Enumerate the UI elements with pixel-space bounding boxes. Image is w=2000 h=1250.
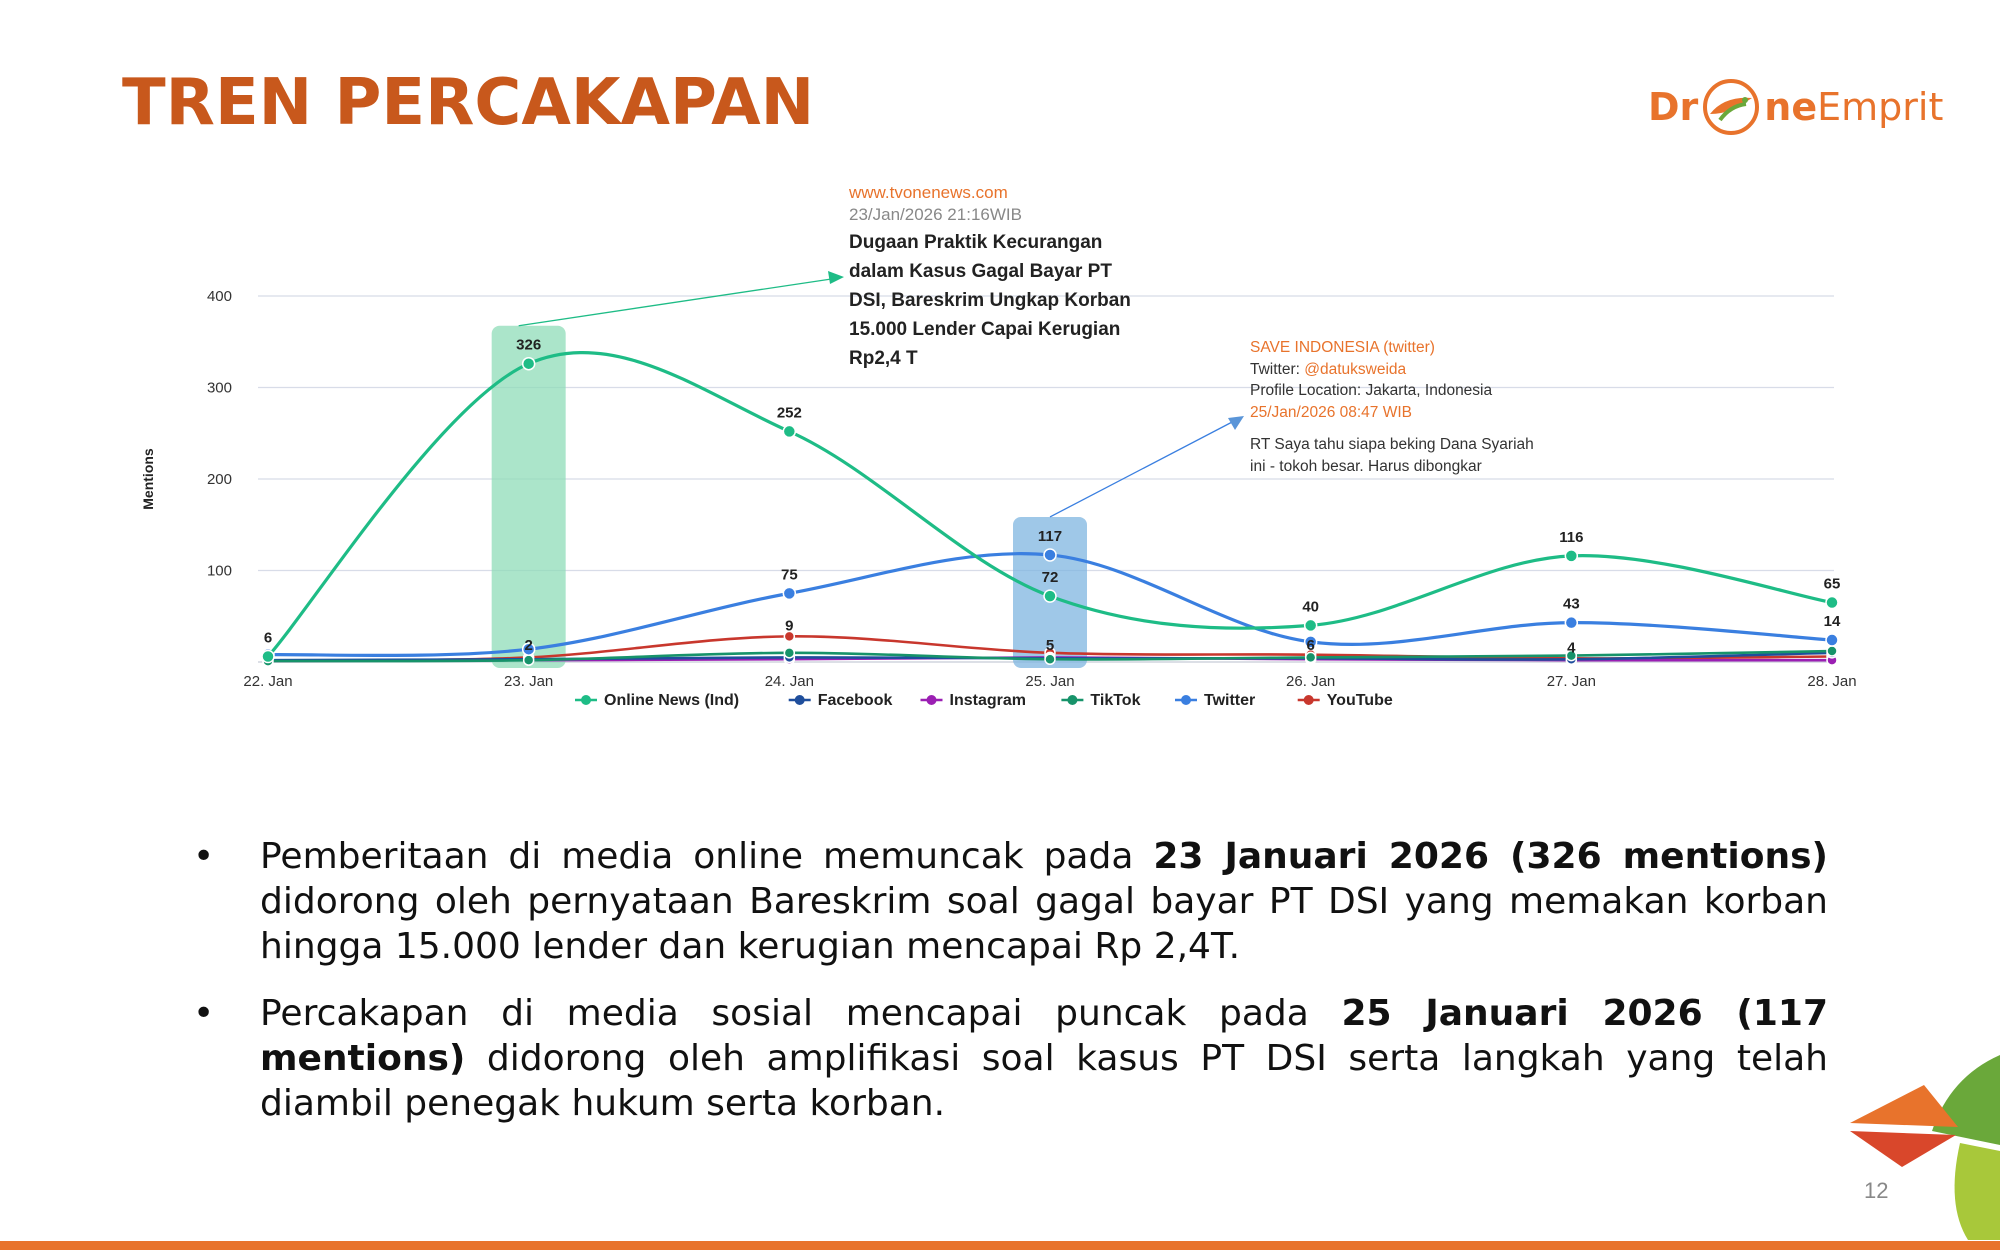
data-point (1826, 597, 1838, 609)
x-tick-label: 26. Jan (1286, 673, 1336, 690)
legend-swatch-dot (1304, 695, 1314, 705)
callout-arrow-line (1050, 420, 1236, 517)
data-point (784, 648, 794, 658)
legend-swatch-dot (795, 695, 805, 705)
news-datetime: 23/Jan/2026 21:16WIB (849, 205, 1022, 224)
legend-label: Online News (Ind) (604, 692, 740, 709)
legend-label: YouTube (1326, 692, 1393, 709)
legend-swatch-dot (1181, 695, 1191, 705)
tweet-account: SAVE INDONESIA (twitter) (1250, 339, 1435, 356)
bullet-text-part: Pemberitaan di media online memuncak pada (260, 836, 1154, 877)
tweet-callout (1250, 337, 1540, 477)
tweet-handle: @datuksweida (1304, 360, 1407, 378)
data-label: 2 (524, 637, 533, 654)
data-label: 72 (1041, 569, 1059, 587)
data-label: 9 (785, 617, 794, 635)
data-point (524, 655, 534, 665)
data-label: 6 (1306, 637, 1315, 654)
data-point (1045, 654, 1055, 664)
legend-label: Facebook (817, 692, 893, 709)
news-source: www.tvonenews.com (849, 183, 1008, 202)
data-label: 116 (1559, 528, 1584, 546)
legend-swatch-dot (1067, 695, 1077, 705)
bullet-text-part: didorong oleh amplifikasi soal kasus PT DSI serta langkah yang telah diambil penegak hukum serta korban. (260, 1038, 1828, 1124)
corner-decoration (1850, 1055, 2000, 1240)
x-tick-label: 25. Jan (1025, 673, 1075, 690)
tweet-location: Profile Location: Jakarta, Indonesia (1250, 382, 1493, 399)
x-tick-label: 28. Jan (1807, 673, 1857, 690)
bullet-text-part: Percakapan di media sosial mencapai puncak pada (260, 993, 1342, 1034)
legend-swatch-dot (581, 695, 591, 705)
y-tick-label: 100 (206, 562, 232, 580)
data-point (1827, 646, 1837, 656)
bottom-accent-bar (0, 1241, 2000, 1250)
tweet-handle-line (1250, 359, 1540, 381)
data-label: 5 (1045, 637, 1055, 654)
bullet-text (260, 991, 1828, 1126)
y-tick-label: 200 (206, 471, 232, 488)
legend-label: TikTok (1090, 692, 1141, 709)
x-tick-label: 22. Jan (243, 673, 293, 690)
data-label: 4 (1567, 639, 1576, 657)
y-tick-label: 300 (206, 379, 232, 397)
callout-arrow-head (828, 271, 844, 284)
tweet-handle-label: Twitter: (1250, 360, 1305, 378)
data-label: 6 (263, 629, 273, 647)
bullet-text (260, 834, 1828, 969)
data-point (783, 587, 795, 599)
data-point (1044, 549, 1056, 561)
bullet-item (185, 991, 1828, 1126)
data-point (1565, 617, 1577, 629)
y-tick-label: 400 (206, 288, 232, 305)
x-tick-label: 24. Jan (764, 673, 814, 690)
news-callout (849, 182, 1149, 373)
data-label: 252 (776, 404, 802, 422)
data-label: 43 (1562, 595, 1580, 613)
bullet-marker: • (193, 836, 215, 877)
legend-swatch-dot (927, 695, 937, 705)
bullet-bold-part: 25 Januari 2026 (117 mentions) (260, 993, 1828, 1079)
data-point (783, 425, 795, 437)
data-label: 65 (1823, 575, 1841, 593)
bullet-item (185, 834, 1828, 969)
data-point (262, 651, 274, 663)
legend-label: Instagram (949, 692, 1026, 709)
data-label: 117 (1037, 527, 1063, 545)
page-number: 12 (1864, 1178, 1889, 1203)
summary-bullets (185, 834, 1828, 1148)
drone-logo-icon (1700, 76, 1762, 138)
tweet-text: RT Saya tahu siapa beking Dana Syariah ini - tokoh besar. Harus dibongkar (1250, 436, 1534, 475)
logo-text-ne: ne (1764, 85, 1818, 129)
callout-arrow-line (519, 278, 838, 326)
data-point (523, 358, 535, 370)
bullet-text-part: didorong oleh pernyataan Bareskrim soal gagal bayar PT DSI yang memakan korban hingga 15.000 lender dan kerugian mencapai Rp 2,4T. (260, 881, 1828, 967)
data-label: 326 (516, 336, 542, 354)
data-label: 14 (1823, 613, 1841, 631)
legend-label: Twitter (1204, 692, 1256, 709)
data-point (1305, 619, 1317, 631)
data-point (1826, 634, 1838, 646)
logo-text-emprit: Emprit (1817, 85, 1944, 129)
y-axis-title: Mentions (140, 448, 156, 510)
bullet-bold-part: 23 Januari 2026 (326 mentions) (1153, 836, 1828, 877)
page-title: TREN PERCAKAPAN (122, 66, 815, 140)
bullet-marker: • (193, 993, 215, 1034)
logo-text-dr: Dr (1648, 85, 1699, 129)
tweet-datetime: 25/Jan/2026 08:47 WIB (1250, 403, 1413, 421)
data-point (1565, 550, 1577, 562)
news-headline: Dugaan Praktik Kecurangan dalam Kasus Gagal Bayar PT DSI, Bareskrim Ungkap Korban 15.000 Lender Capai Kerugian Rp2,4 T (849, 232, 1131, 369)
data-label: 40 (1302, 598, 1320, 616)
data-point (1044, 590, 1056, 602)
x-tick-label: 23. Jan (504, 673, 554, 690)
drone-emprit-logo (1648, 72, 1943, 142)
data-label: 75 (780, 566, 798, 584)
x-tick-label: 27. Jan (1546, 673, 1596, 690)
